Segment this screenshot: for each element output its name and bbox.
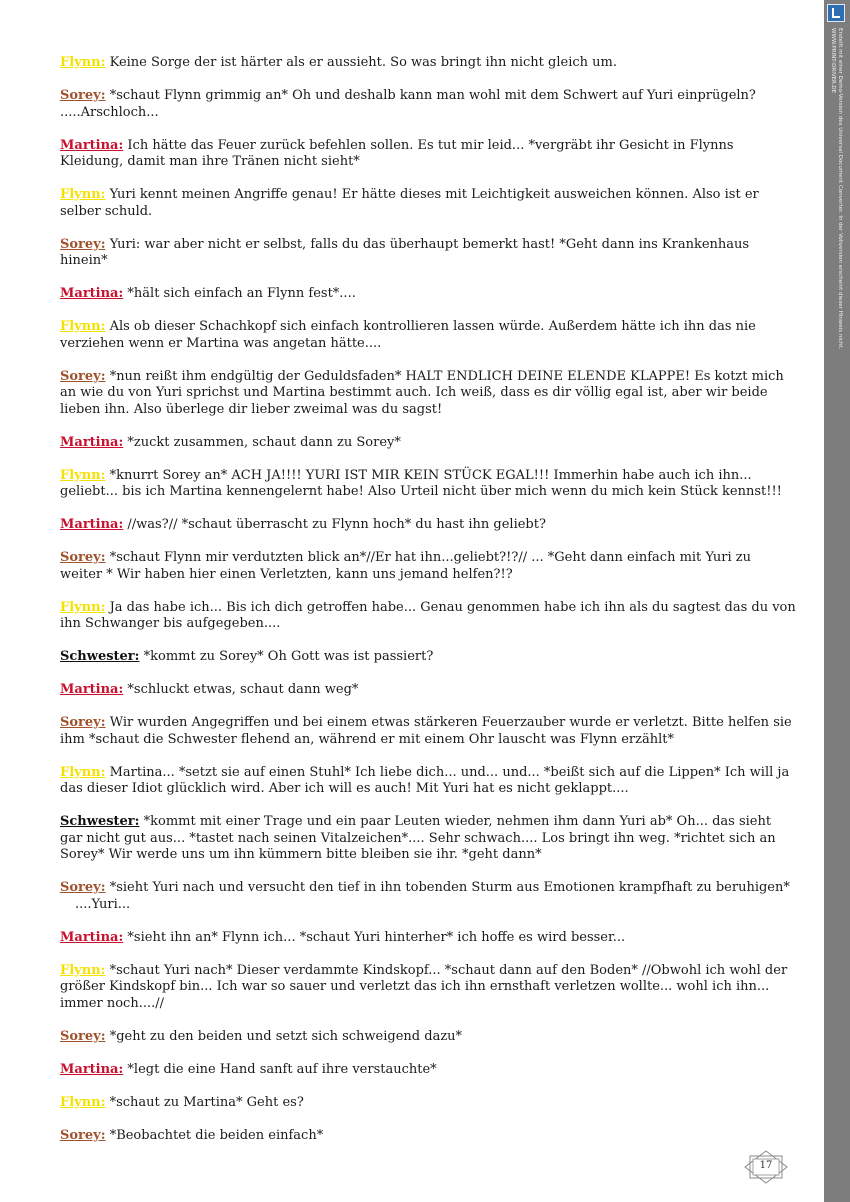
dialogue-text: Yuri kennt meinen Angriffe genau! Er hätte dieses mit Leichtigkeit ausweichen können. Also ist er selber schuld. bbox=[60, 187, 759, 219]
dialogue-entry bbox=[60, 600, 796, 633]
speaker-name: Martina: bbox=[60, 682, 124, 697]
dialogue-text: *knurrt Sorey an* ACH JA!!!! YURI IST MIR KEIN STÜCK EGAL!!! Immerhin habe auch ich ihn... geliebt... bis ich Martina kennengelernt habe! Also Urteil nicht über mich wenn du mich kein Stück kennst!!! bbox=[60, 467, 782, 499]
dialogue-text: *kommt mit einer Trage und ein paar Leuten wieder, nehmen ihm dann Yuri ab* Oh... das sieht gar nicht gut aus... *tastet nach seinen Vitalzeichen*.... Sehr schwach.... Los bringt ihn weg. *richtet sich an Sorey* Wir werde uns um ihn kümmern bitte bleiben sie ihr. *geht dann* bbox=[60, 814, 776, 862]
speaker-name: Schwester: bbox=[60, 814, 140, 829]
speaker-name: Martina: bbox=[60, 137, 124, 153]
speaker-name: Flynn: bbox=[60, 962, 106, 978]
dialogue-entry bbox=[60, 963, 796, 1013]
demo-notice bbox=[829, 28, 843, 349]
dialogue-text: Keine Sorge der ist härter als er aussieht. So was bringt ihn nicht gleich um. bbox=[109, 55, 617, 70]
dialogue-entry bbox=[60, 138, 796, 171]
dialogue-text: *sieht Yuri nach und versucht den tief in ihn tobenden Sturm aus Emotionen krampfhaft zu beruhigen* bbox=[109, 880, 790, 895]
converter-sidebar bbox=[824, 0, 850, 1202]
speaker-name: Flynn: bbox=[60, 467, 106, 483]
speaker-name: Martina: bbox=[60, 929, 124, 945]
speaker-name: Sorey: bbox=[60, 88, 106, 103]
speaker-name: Flynn: bbox=[60, 1094, 106, 1110]
dialogue-text: *hält sich einfach an Flynn fest*.... bbox=[127, 286, 356, 301]
dialogue-entry bbox=[60, 435, 796, 452]
dialogue-text: *nun reißt ihm endgültig der Geduldsfaden* HALT ENDLICH DEINE ELENDE KLAPPE! Es kotzt mich an wie du von Yuri sprichst und Martina bestimmt auch. Ich weiß, dass es dir völlig egal ist, aber wir beide lieben ihn. Also überlege dir lieber zweimal was du sagst! bbox=[60, 368, 784, 417]
dialogue-entry bbox=[60, 930, 796, 947]
dialogue-entry bbox=[60, 649, 796, 666]
dialogue-text: Yuri: war aber nicht er selbst, falls du das überhaupt bemerkt hast! *Geht dann ins Krankenhaus hinein* bbox=[60, 236, 750, 268]
dialogue-entry bbox=[60, 468, 796, 501]
speaker-name: Sorey: bbox=[60, 715, 106, 730]
dialogue-text: *Beobachtet die beiden einfach* bbox=[109, 1127, 324, 1143]
dialogue-text: Ich hätte das Feuer zurück befehlen sollen. Es tut mir leid... *vergräbt ihr Gesicht in Flynns Kleidung, damit man ihre Tränen nicht sieht* bbox=[60, 137, 734, 169]
speaker-name: Martina: bbox=[60, 434, 124, 450]
dialogue-extra-line: ....Yuri... bbox=[75, 896, 131, 912]
dialogue-entry bbox=[60, 369, 796, 419]
dialogue-text: *schaut zu Martina* Geht es? bbox=[109, 1094, 304, 1110]
speaker-name: Schwester: bbox=[60, 649, 140, 664]
speaker-name: Sorey: bbox=[60, 880, 106, 895]
dialogue-entry bbox=[60, 517, 796, 534]
speaker-name: Sorey: bbox=[60, 550, 106, 565]
dialogue-entry bbox=[60, 765, 796, 798]
speaker-name: Sorey: bbox=[60, 1028, 106, 1044]
page-number-badge bbox=[744, 1150, 788, 1184]
dialogue-entry bbox=[60, 88, 796, 121]
dialogue-entry bbox=[60, 1128, 796, 1145]
dialogue-entry bbox=[60, 319, 796, 352]
speaker-name: Flynn: bbox=[60, 187, 106, 202]
dialogue-entry bbox=[60, 1062, 796, 1079]
speaker-name: Flynn: bbox=[60, 319, 106, 334]
converter-logo-icon bbox=[827, 4, 845, 22]
dialogue-text: *sieht ihn an* Flynn ich... *schaut Yuri hinterher* ich hoffe es wird besser... bbox=[127, 929, 626, 945]
dialogue-text: *kommt zu Sorey* Oh Gott was ist passiert? bbox=[143, 649, 434, 664]
dialogue-text: //was?// *schaut überrascht zu Flynn hoch* du hast ihn geliebt? bbox=[127, 517, 546, 532]
demo-notice-url: WWW.PRINT-DRIVER.DE bbox=[830, 28, 836, 94]
dialogue-entry bbox=[60, 715, 796, 748]
dialogue-entry bbox=[60, 55, 796, 72]
speaker-name: Flynn: bbox=[60, 764, 106, 780]
page-number: 17 bbox=[759, 1160, 773, 1171]
dialogue-text: *zuckt zusammen, schaut dann zu Sorey* bbox=[127, 434, 401, 450]
dialogue-entry bbox=[60, 237, 796, 270]
dialogue-entry bbox=[60, 814, 796, 864]
dialogue-entry bbox=[60, 880, 796, 913]
speaker-name: Sorey: bbox=[60, 1127, 106, 1143]
speaker-name: Martina: bbox=[60, 286, 124, 301]
demo-notice-line: Erstellt mit einer Demo-Version des Universal Document Converter. In der Vollversion erscheint dieser Hinweis nicht. bbox=[837, 28, 843, 350]
dialogue-entry bbox=[60, 1029, 796, 1046]
dialogue-entry bbox=[60, 682, 796, 699]
speaker-name: Sorey: bbox=[60, 368, 106, 384]
dialogue-text: *schaut Yuri nach* Dieser verdammte Kindskopf... *schaut dann auf den Boden* //Obwohl ich wohl der größer Kindskopf bin... Ich war so sauer und verletzt das ich ihn ernsthaft verletzen wollte... wohl ich ihn... immer noch....// bbox=[60, 962, 788, 1011]
dialogue-text: *schaut Flynn mir verdutzten blick an*//Er hat ihn...geliebt?!?// ... *Geht dann einfach mit Yuri zu weiter * Wir haben hier einen Verletzten, kann uns jemand helfen?!? bbox=[60, 550, 751, 582]
dialogue-text: Als ob dieser Schachkopf sich einfach kontrollieren lassen würde. Außerdem hätte ich ihn das nie verziehen wenn er Martina was angetan hätte.... bbox=[60, 319, 756, 351]
speaker-name: Flynn: bbox=[60, 55, 106, 70]
dialogue-text: Wir wurden Angegriffen und bei einem etwas stärkeren Feuerzauber wurde er verletzt. Bitte helfen sie ihm *schaut die Schwester flehend an, während er mit einem Ohr lauscht was Flynn erzählt* bbox=[60, 715, 792, 747]
dialogue-text: *legt die eine Hand sanft auf ihre verstauchte* bbox=[127, 1061, 437, 1077]
speaker-name: Flynn: bbox=[60, 599, 106, 615]
speaker-name: Martina: bbox=[60, 1061, 124, 1077]
dialogue-entry bbox=[60, 187, 796, 220]
speaker-name: Sorey: bbox=[60, 236, 106, 252]
dialogue-text: Martina... *setzt sie auf einen Stuhl* Ich liebe dich... und... und... *beißt sich auf die Lippen* Ich will ja das dieser Idiot glücklich wird. Aber ich will es auch! Mit Yuri hat es nicht geklappt.... bbox=[60, 764, 790, 796]
dialogue-entry bbox=[60, 1095, 796, 1112]
dialogue-text: *geht zu den beiden und setzt sich schweigend dazu* bbox=[109, 1028, 463, 1044]
dialogue-entry bbox=[60, 550, 796, 583]
dialogue-text: *schluckt etwas, schaut dann weg* bbox=[127, 682, 359, 697]
dialogue-text: Ja das habe ich... Bis ich dich getroffen habe... Genau genommen habe ich ihn als du sagtest das du von ihn Schwanger bis aufgegeben.... bbox=[60, 599, 796, 631]
dialogue-entry bbox=[60, 286, 796, 303]
speaker-name: Martina: bbox=[60, 517, 124, 532]
dialogue-text: *schaut Flynn grimmig an* Oh und deshalb kann man wohl mit dem Schwert auf Yuri einprügeln? .....Arschloch... bbox=[60, 88, 756, 120]
dialogue-content bbox=[60, 55, 796, 1161]
